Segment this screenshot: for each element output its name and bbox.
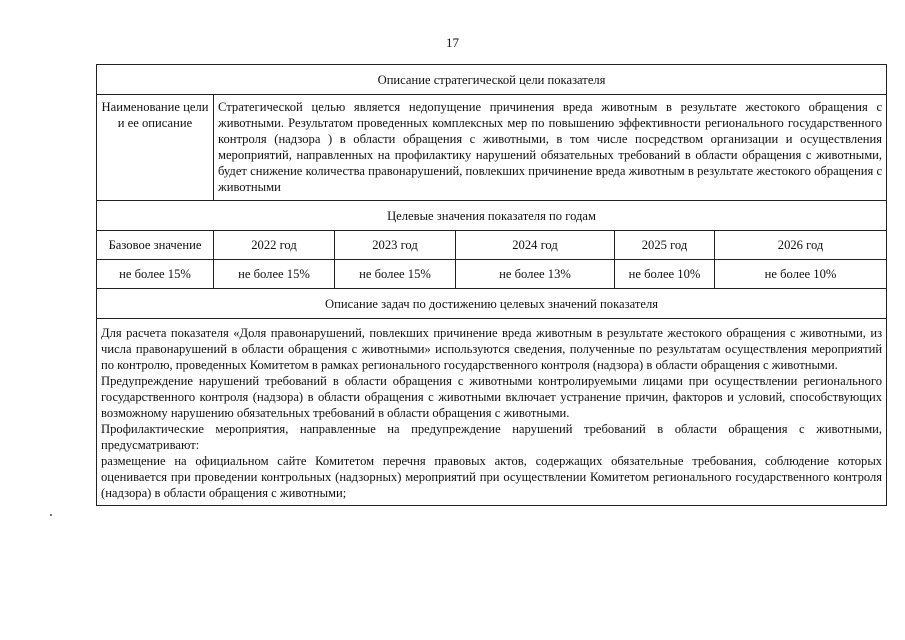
strategic-goal-heading: Описание стратегической цели показателя: [97, 65, 887, 95]
goal-description: Стратегической целью является недопущение причинения вреда животным в результате жестокого обращения с животными. Результатом проведенных комплексных мер по повышению эффективности регионального государственного контроля (надзора ) в области обращения с животными, в том числе посредством организации и осуществления мероприятий, направленных на профилактику нарушений обязательных требований в области обращения с животными, будет снижение количества правонарушений, повлекших причинение вреда животным в результате жестокого обращения с животными: [214, 95, 887, 201]
header-2025: 2025 год: [615, 231, 715, 260]
value-2023: не более 15%: [335, 260, 456, 289]
tasks-paragraph-3: Профилактические мероприятия, направленные на предупреждение нарушений требований в области обращения с животными, предусматривают:: [101, 422, 883, 452]
value-2025: не более 10%: [615, 260, 715, 289]
tasks-paragraph-1: Для расчета показателя «Доля правонарушений, повлекших причинение вреда животным в результате жестокого обращения с животными, из числа правонарушений в области обращения с животными» используются сведения, полученные по результатам осуществления мероприятий по контролю, проведенных Комитетом в рамках регионального государственного контроля (надзора) в области обращения с животными.: [101, 326, 883, 372]
indicator-table: [96, 64, 887, 506]
goal-name-label: Наименование цели и ее описание: [97, 95, 214, 201]
page-number: 17: [446, 35, 459, 50]
scan-speck: [50, 514, 52, 516]
tasks-description: [97, 319, 887, 506]
header-2026: 2026 год: [715, 231, 887, 260]
header-2023: 2023 год: [335, 231, 456, 260]
header-base: Базовое значение: [97, 231, 214, 260]
header-2024: 2024 год: [456, 231, 615, 260]
header-2022: 2022 год: [214, 231, 335, 260]
value-2026: не более 10%: [715, 260, 887, 289]
tasks-paragraph-4: размещение на официальном сайте Комитетом перечня правовых актов, содержащих обязательные требования, соблюдение которых оценивается при проведении контрольных (надзорных) мероприятий при осуществлении Комитетом регионального государственного контроля (надзора) в области обращения с животными;: [101, 454, 883, 500]
tasks-heading: Описание задач по достижению целевых значений показателя: [97, 289, 887, 319]
value-2024: не более 13%: [456, 260, 615, 289]
tasks-paragraph-2: Предупреждение нарушений требований в области обращения с животными контролируемыми лицами при осуществлении регионального государственного контроля (надзора) в области обращения с животными включает устранение причин, факторов и условий, способствующих возможному нарушению обязательных требований в области обращения с животными.: [101, 374, 883, 420]
targets-heading: Целевые значения показателя по годам: [97, 201, 887, 231]
value-base: не более 15%: [97, 260, 214, 289]
value-2022: не более 15%: [214, 260, 335, 289]
